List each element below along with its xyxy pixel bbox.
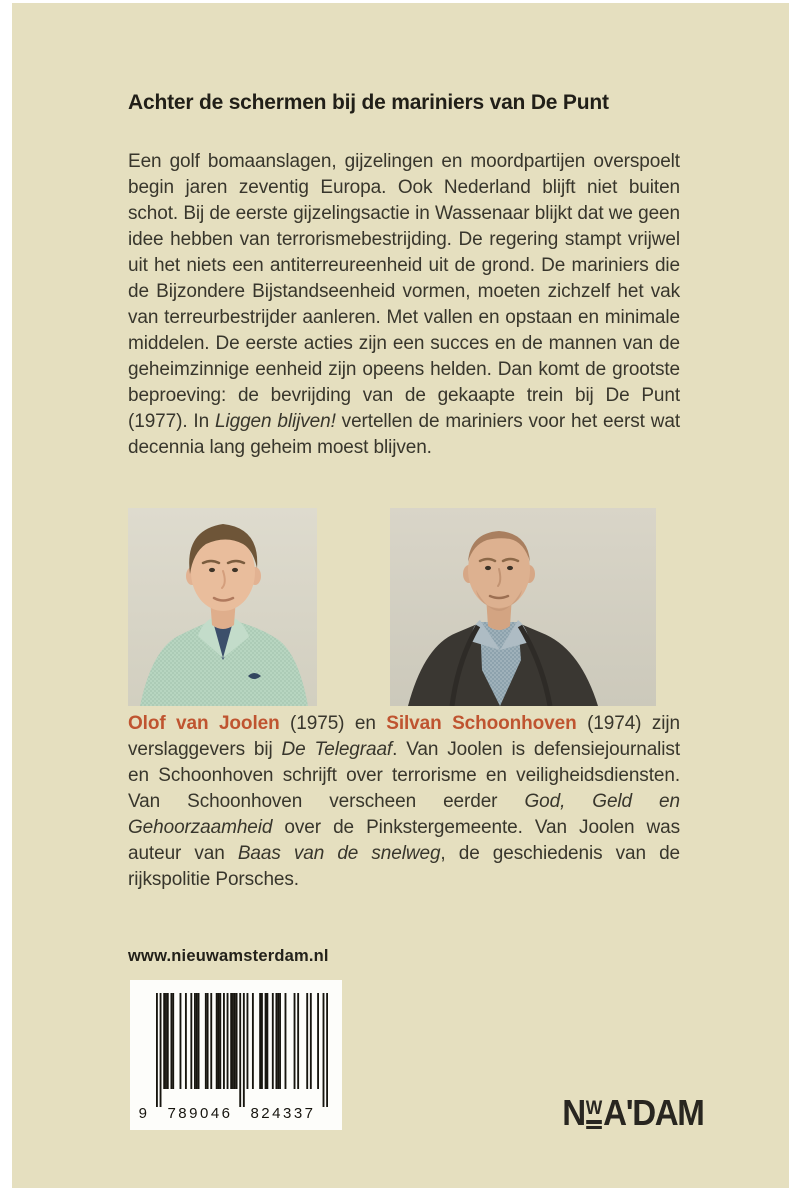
isbn-barcode [130,980,342,1130]
publisher-logo-nieuw-amsterdam [562,1089,703,1131]
cover-title: Achter de schermen bij de mariniers van De Punt [128,91,609,114]
logo-letter-n: N [561,1092,585,1133]
author-photos [128,508,680,706]
portrait-olof-van-joolen [128,508,317,706]
book-back-cover [12,3,789,1188]
author-bio: Olof van Joolen (1975) en Silvan Schoonhoven (1974) zijn verslaggevers bij De Telegraaf. Van Joolen is defensiejournalist en Schoonhoven schrijft over terrorisme en veiligheidsdiensten. Van Schoonhoven verscheen eerder God, Geld en Gehoorzaamheid over de Pinkstergemeente. Van Joolen was auteur van Baas van de snelweg, de geschiedenis van de rijkspolitie Porsches. [128,713,680,890]
publisher-website: www.nieuwamsterdam.nl [128,947,329,965]
portrait-silvan-schoonhoven [390,508,656,706]
logo-w-block [585,1099,602,1129]
barcode-digit-group-1: 9 [138,1105,150,1122]
logo-underline-bar [586,1120,602,1123]
logo-underline-bar [586,1126,602,1129]
barcode-digit-group-3: 824337 [250,1105,316,1122]
logo-letters-adam: A'DAM [602,1092,703,1133]
cover-blurb: Een golf bomaanslagen, gijzelingen en moordpartijen overspoelt begin jaren zeventig Europa. Ook Nederland blijft niet buiten schot. Bij de eerste gijzelingsactie in Wassenaar blijkt dat we geen idee hebben van terrorismebestrijding. De regering stampt vrijwel uit het niets een antiterreureenheid uit de grond. De mariniers die de Bijzondere Bijstandseenheid vormen, moeten zichzelf het vak van terreurbestrijder aanleren. Met vallen en opstaan en minimale middelen. De eerste acties zijn een succes en de mannen van de geheimzinnige eenheid zijn opeens helden. Dan komt de grootste beproeving: de bevrijding van de gekaapte trein bij De Punt (1977). In Liggen blijven! vertellen de mariniers voor het eerst wat decennia lang geheim moest blijven. [128,151,680,458]
logo-letter-w: W [585,1098,602,1120]
barcode-digit-group-2: 789046 [167,1105,233,1122]
barcode-bars [156,993,328,1109]
